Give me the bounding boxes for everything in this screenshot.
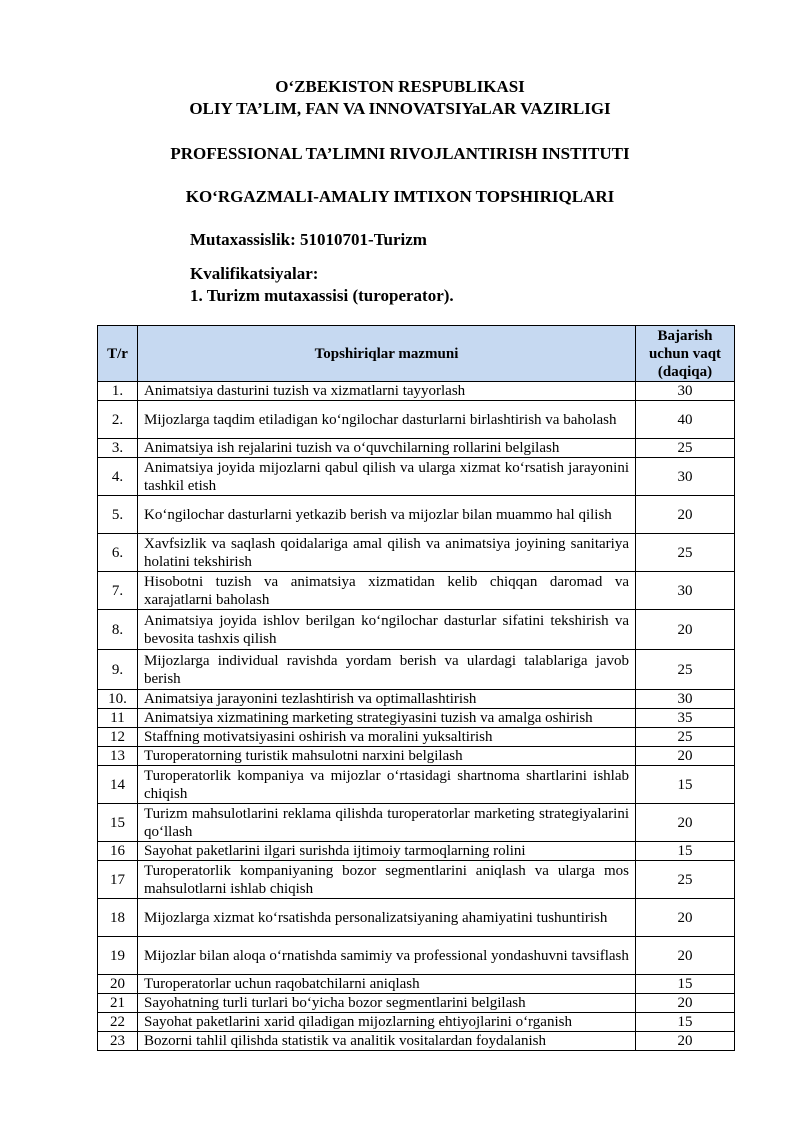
- row-task: Animatsiya xizmatining marketing strategiyasini tuzish va amalga oshirish: [138, 709, 636, 728]
- row-number: 14: [98, 766, 138, 804]
- row-number: 20: [98, 975, 138, 994]
- row-time: 40: [636, 401, 735, 439]
- row-number: 5.: [98, 496, 138, 534]
- row-time: 20: [636, 899, 735, 937]
- row-number: 12: [98, 728, 138, 747]
- republic-heading: O‘ZBEKISTON RESPUBLIKASI: [275, 77, 525, 96]
- row-number: 17: [98, 861, 138, 899]
- row-task: Sayohat paketlarini ilgari surishda ijtimoiy tarmoqlarning rolini: [138, 842, 636, 861]
- table-row: [98, 728, 735, 747]
- table-row: [98, 899, 735, 937]
- table-row: [98, 439, 735, 458]
- table-row: [98, 496, 735, 534]
- row-task: Mijozlarga taqdim etiladigan ko‘ngilochar dasturlarni birlashtirish va baholash: [138, 401, 636, 439]
- row-time: 15: [636, 1013, 735, 1032]
- ministry-heading: OLIY TA’LIM, FAN VA INNOVATSIYaLAR VAZIRLIGI: [189, 99, 611, 118]
- table-row: [98, 747, 735, 766]
- row-time: 25: [636, 728, 735, 747]
- row-time: 20: [636, 747, 735, 766]
- qualification-item: 1. Turizm mutaxassisi (turoperator).: [190, 286, 454, 305]
- column-header-number: T/r: [98, 326, 138, 382]
- row-time: 20: [636, 610, 735, 650]
- row-number: 11: [98, 709, 138, 728]
- row-number: 10.: [98, 690, 138, 709]
- row-number: 7.: [98, 572, 138, 610]
- row-number: 15: [98, 804, 138, 842]
- row-number: 21: [98, 994, 138, 1013]
- row-time: 20: [636, 804, 735, 842]
- row-time: 25: [636, 861, 735, 899]
- row-task: Mijozlarga xizmat ko‘rsatishda personalizatsiyaning ahamiyatini tushuntirish: [138, 899, 636, 937]
- row-time: 20: [636, 1032, 735, 1051]
- row-number: 18: [98, 899, 138, 937]
- row-task: Sayohat paketlarini xarid qiladigan mijozlarning ehtiyojlarini o‘rganish: [138, 1013, 636, 1032]
- table-row: [98, 994, 735, 1013]
- row-number: 8.: [98, 610, 138, 650]
- row-number: 3.: [98, 439, 138, 458]
- row-task: Animatsiya joyida ishlov berilgan ko‘ngilochar dasturlar sifatini tekshirish va bevosita tashxis qilish: [138, 610, 636, 650]
- row-time: 25: [636, 534, 735, 572]
- row-number: 22: [98, 1013, 138, 1032]
- table-row: [98, 861, 735, 899]
- table-row: [98, 1032, 735, 1051]
- row-time: 15: [636, 766, 735, 804]
- row-time: 35: [636, 709, 735, 728]
- row-number: 19: [98, 937, 138, 975]
- row-task: Staffning motivatsiyasini oshirish va moralini yuksaltirish: [138, 728, 636, 747]
- row-time: 20: [636, 994, 735, 1013]
- tasks-table: [97, 325, 735, 1051]
- table-row: [98, 937, 735, 975]
- qualifications-label: Kvalifikatsiyalar:: [190, 264, 319, 283]
- row-time: 25: [636, 439, 735, 458]
- row-task: Animatsiya joyida mijozlarni qabul qilish va ularga xizmat ko‘rsatish jarayonini tashkil etish: [138, 458, 636, 496]
- row-number: 9.: [98, 650, 138, 690]
- row-time: 30: [636, 382, 735, 401]
- row-number: 16: [98, 842, 138, 861]
- table-row: [98, 709, 735, 728]
- column-header-task: Topshiriqlar mazmuni: [138, 326, 636, 382]
- row-task: Turizm mahsulotlarini reklama qilishda turoperatorlar marketing strategiyalarini qo‘llash: [138, 804, 636, 842]
- document-title: KO‘RGAZMALI-AMALIY IMTIXON TOPSHIRIQLARI: [185, 187, 615, 206]
- row-task: Bozorni tahlil qilishda statistik va analitik vositalardan foydalanish: [138, 1032, 636, 1051]
- table-row: [98, 401, 735, 439]
- row-task: Turoperatorlik kompaniya va mijozlar o‘rtasidagi shartnoma shartlarini ishlab chiqish: [138, 766, 636, 804]
- row-time: 20: [636, 937, 735, 975]
- table-row: [98, 572, 735, 610]
- row-number: 1.: [98, 382, 138, 401]
- row-time: 30: [636, 458, 735, 496]
- row-time: 20: [636, 496, 735, 534]
- row-task: Ko‘ngilochar dasturlarni yetkazib berish va mijozlar bilan muammo hal qilish: [138, 496, 636, 534]
- table-row: [98, 610, 735, 650]
- table-row: [98, 804, 735, 842]
- row-task: Animatsiya ish rejalarini tuzish va o‘quvchilarning rollarini belgilash: [138, 439, 636, 458]
- table-row: [98, 650, 735, 690]
- row-time: 30: [636, 572, 735, 610]
- row-number: 6.: [98, 534, 138, 572]
- row-task: Sayohatning turli turlari bo‘yicha bozor segmentlarini belgilash: [138, 994, 636, 1013]
- table-row: [98, 458, 735, 496]
- row-number: 13: [98, 747, 138, 766]
- row-time: 15: [636, 975, 735, 994]
- row-task: Animatsiya dasturini tuzish va xizmatlarni tayyorlash: [138, 382, 636, 401]
- row-task: Turoperatorlar uchun raqobatchilarni aniqlash: [138, 975, 636, 994]
- row-time: 30: [636, 690, 735, 709]
- row-time: 15: [636, 842, 735, 861]
- table-row: [98, 690, 735, 709]
- row-task: Turoperatorning turistik mahsulotni narxini belgilash: [138, 747, 636, 766]
- row-time: 25: [636, 650, 735, 690]
- table-row: [98, 534, 735, 572]
- table-header-row: [98, 326, 735, 382]
- row-task: Mijozlarga individual ravishda yordam berish va ulardagi talablariga javob berish: [138, 650, 636, 690]
- institute-heading: PROFESSIONAL TA’LIMNI RIVOJLANTIRISH INSTITUTI: [170, 144, 630, 163]
- row-task: Animatsiya jarayonini tezlashtirish va optimallashtirish: [138, 690, 636, 709]
- row-number: 4.: [98, 458, 138, 496]
- table-row: [98, 1013, 735, 1032]
- table-row: [98, 766, 735, 804]
- table-row: [98, 975, 735, 994]
- row-number: 23: [98, 1032, 138, 1051]
- specialty-line: Mutaxassislik: 51010701-Turizm: [190, 230, 427, 249]
- row-task: Mijozlar bilan aloqa o‘rnatishda samimiy va professional yondashuvni tavsiflash: [138, 937, 636, 975]
- row-task: Hisobotni tuzish va animatsiya xizmatidan kelib chiqqan daromad va xarajatlarni baholash: [138, 572, 636, 610]
- row-task: Xavfsizlik va saqlash qoidalariga amal qilish va animatsiya joyining sanitariya holatini tekshirish: [138, 534, 636, 572]
- row-task: Turoperatorlik kompaniyaning bozor segmentlarini aniqlash va ularga mos mahsulotlarni ishlab chiqish: [138, 861, 636, 899]
- row-number: 2.: [98, 401, 138, 439]
- table-row: [98, 382, 735, 401]
- column-header-time: Bajarish uchun vaqt (daqiqa): [636, 326, 735, 382]
- table-row: [98, 842, 735, 861]
